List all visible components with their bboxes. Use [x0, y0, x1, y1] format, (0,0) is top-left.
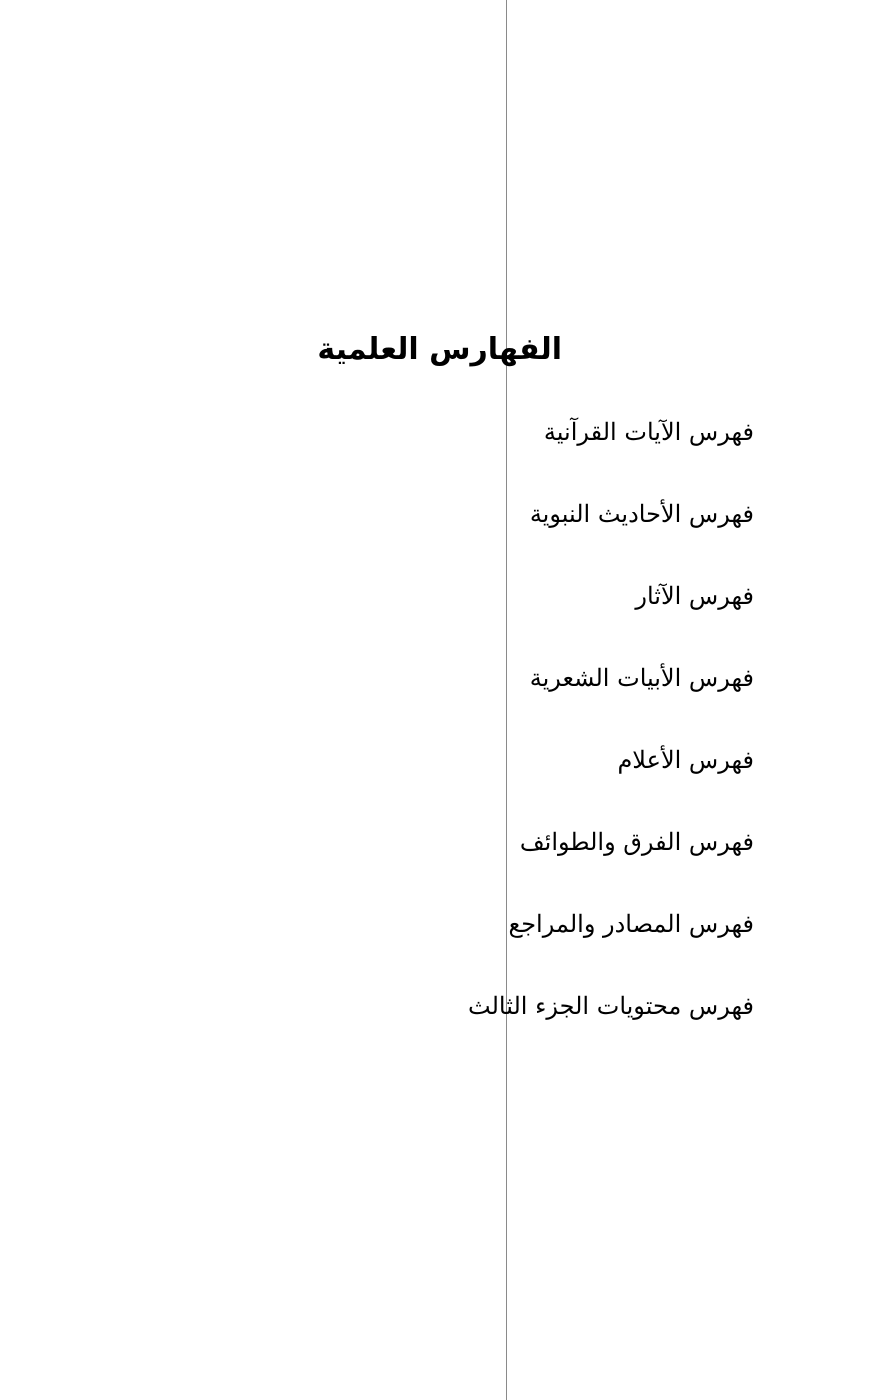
index-list	[374, 410, 754, 1066]
index-item-contents: فهرس محتويات الجزء الثالث	[468, 992, 754, 1020]
index-item-poetry: فهرس الأبيات الشعرية	[529, 664, 754, 692]
index-item-hadiths: فهرس الأحاديث النبوية	[529, 500, 754, 528]
page-title: الفهارس العلمية	[317, 332, 562, 367]
index-item-sects: فهرس الفرق والطوائف	[519, 828, 754, 856]
index-item-notables: فهرس الأعلام	[617, 746, 754, 774]
index-item-quran-verses: فهرس الآيات القرآنية	[543, 418, 754, 446]
index-item-sources: فهرس المصادر والمراجع	[508, 910, 754, 938]
index-item-athar: فهرس الآثار	[635, 582, 754, 610]
